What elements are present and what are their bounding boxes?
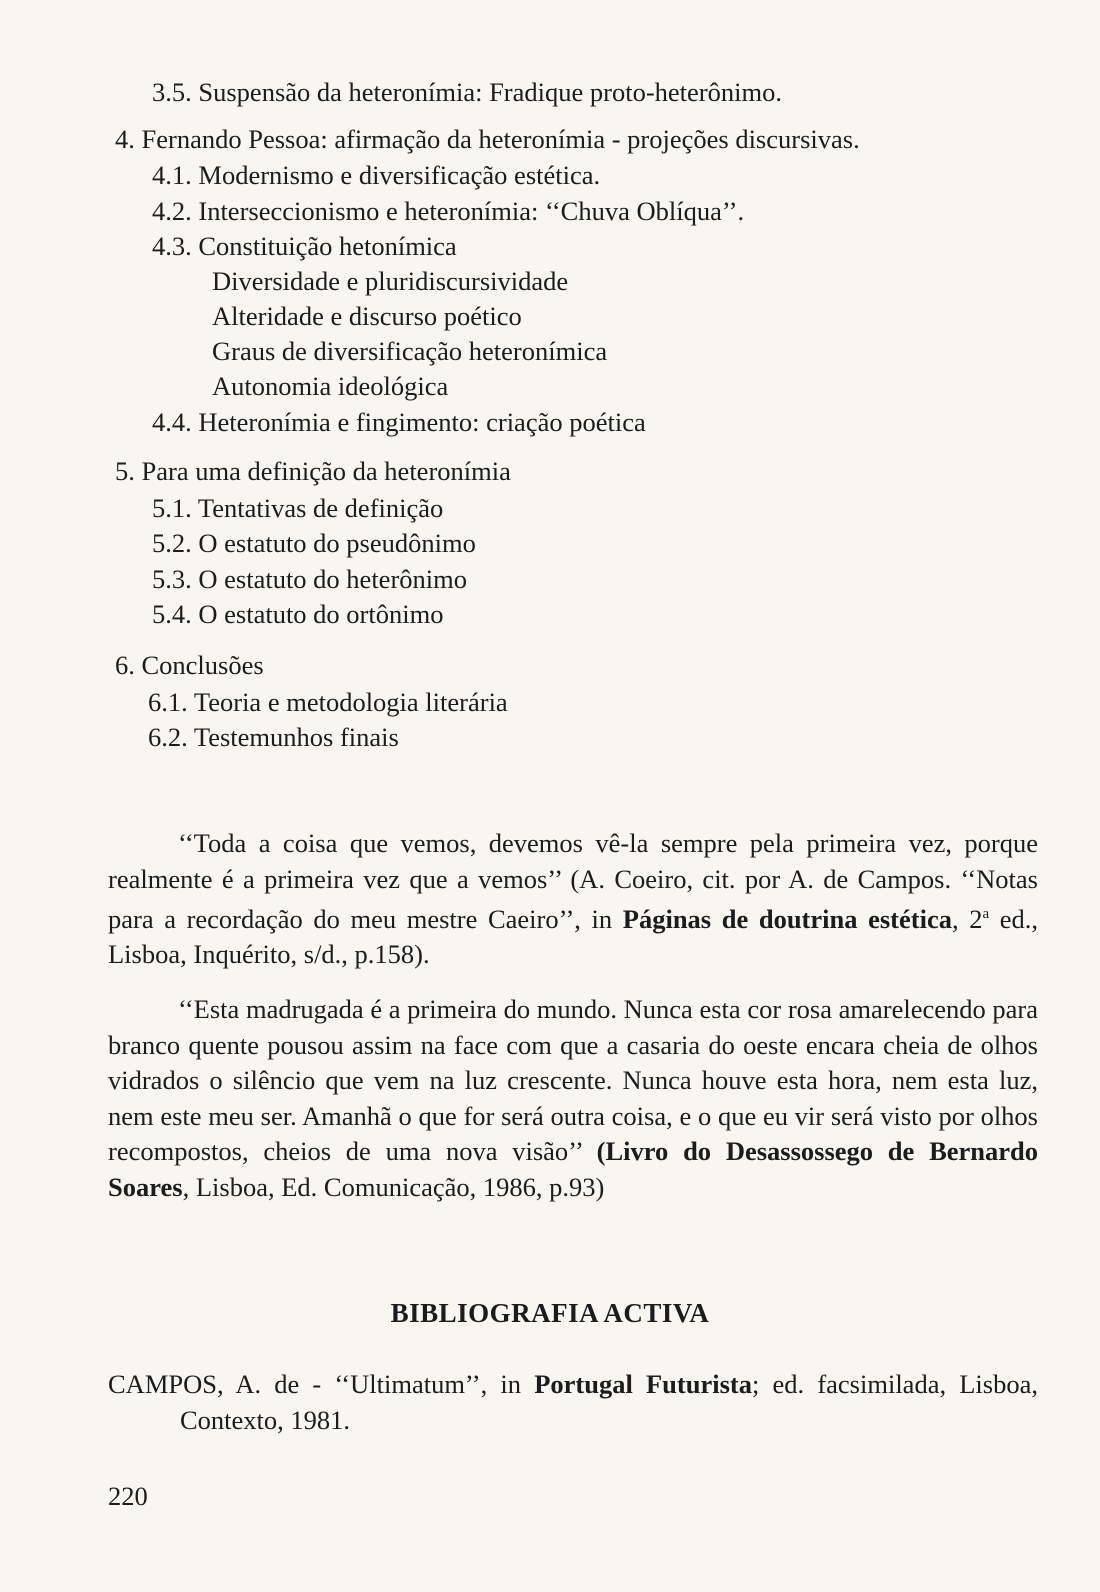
- entry-author: CAMPOS, A. de - ‘‘Ultimatum’’, in: [108, 1369, 535, 1399]
- outline-subitem: Autonomia ideológica: [212, 371, 449, 401]
- bibliography-entry: [108, 1367, 1038, 1438]
- quote-source-title: Páginas de doutrina estética: [622, 903, 952, 934]
- outline-item: 6.2. Testemunhos finais: [148, 722, 399, 752]
- outline-subitem: Diversidade e pluridiscursividade: [212, 266, 569, 296]
- outline-item: 6.1. Teoria e metodologia literária: [148, 687, 508, 717]
- epigraph-quote-caeiro: [108, 826, 1038, 973]
- outline-item: 4.3. Constituição hetonímica: [152, 231, 457, 261]
- page-number: 220: [108, 1481, 148, 1511]
- quote-citation: ed., Lisboa, Inquérito, s/d., p.158).: [108, 903, 1038, 970]
- quote-text: ‘‘Toda a coisa que vemos, devemos vê-la sempre pela primeira vez, porque realmente é a primeira vez que a vemos’’ (A. Coeiro, cit. por A. de Campos. ‘‘Notas para a recordação do meu mestre Caeiro’’, in: [108, 828, 1038, 934]
- outline-subitem: Alteridade e discurso poético: [212, 301, 522, 331]
- quote-source-title: (Livro do Desassossego de Bernardo Soares: [108, 1136, 1039, 1202]
- outline-item: 5.4. O estatuto do ortônimo: [152, 599, 444, 629]
- outline-item: 4.2. Interseccionismo e heteronímia: ‘‘Chuva Oblíqua’’.: [152, 196, 745, 226]
- outline-section: 4. Fernando Pessoa: afirmação da heteronímia - projeções discursivas.: [115, 124, 860, 154]
- outline-item: 3.5. Suspensão da heteronímia: Fradique proto-heterônimo.: [152, 77, 782, 107]
- outline-item: 4.4. Heteronímia e fingimento: criação poética: [152, 407, 646, 437]
- entry-title: Portugal Futurista: [534, 1369, 752, 1399]
- section-heading: BIBLIOGRAFIA ACTIVA: [390, 1298, 710, 1328]
- outline-subitem: Graus de diversificação heteronímica: [212, 336, 608, 366]
- outline-item: 4.1. Modernismo e diversificação estética.: [152, 160, 601, 190]
- entry-publication: ; ed. facsimilada, Lisboa, Contexto, 1981.: [180, 1369, 1038, 1435]
- quote-citation: , Lisboa, Ed. Comunicação, 1986, p.93): [182, 1171, 605, 1202]
- outline-section: 5. Para uma definição da heteronímia: [115, 456, 511, 486]
- outline-item: 5.1. Tentativas de definição: [152, 493, 444, 523]
- quote-edition-superscript: a: [982, 906, 990, 922]
- quote-text: ‘‘Esta madrugada é a primeira do mundo. Nunca esta cor rosa amarelecendo para branco quente pousou assim na face com que a casaria do oeste encara cheia de olhos vidrados o silêncio que vem na luz crescente. Nunca houve esta hora, nem esta luz, nem este meu ser. Amanhã o que for será outra coisa, e o que eu vir será visto por olhos recompostos, cheios de uma nova visão’’: [108, 994, 1038, 1166]
- quote-edition: , 2: [951, 903, 983, 934]
- outline-item: 5.3. O estatuto do heterônimo: [152, 564, 467, 594]
- epigraph-quote-soares: [108, 992, 1038, 1205]
- outline-item: 5.2. O estatuto do pseudônimo: [152, 528, 476, 558]
- outline-section: 6. Conclusões: [115, 650, 264, 680]
